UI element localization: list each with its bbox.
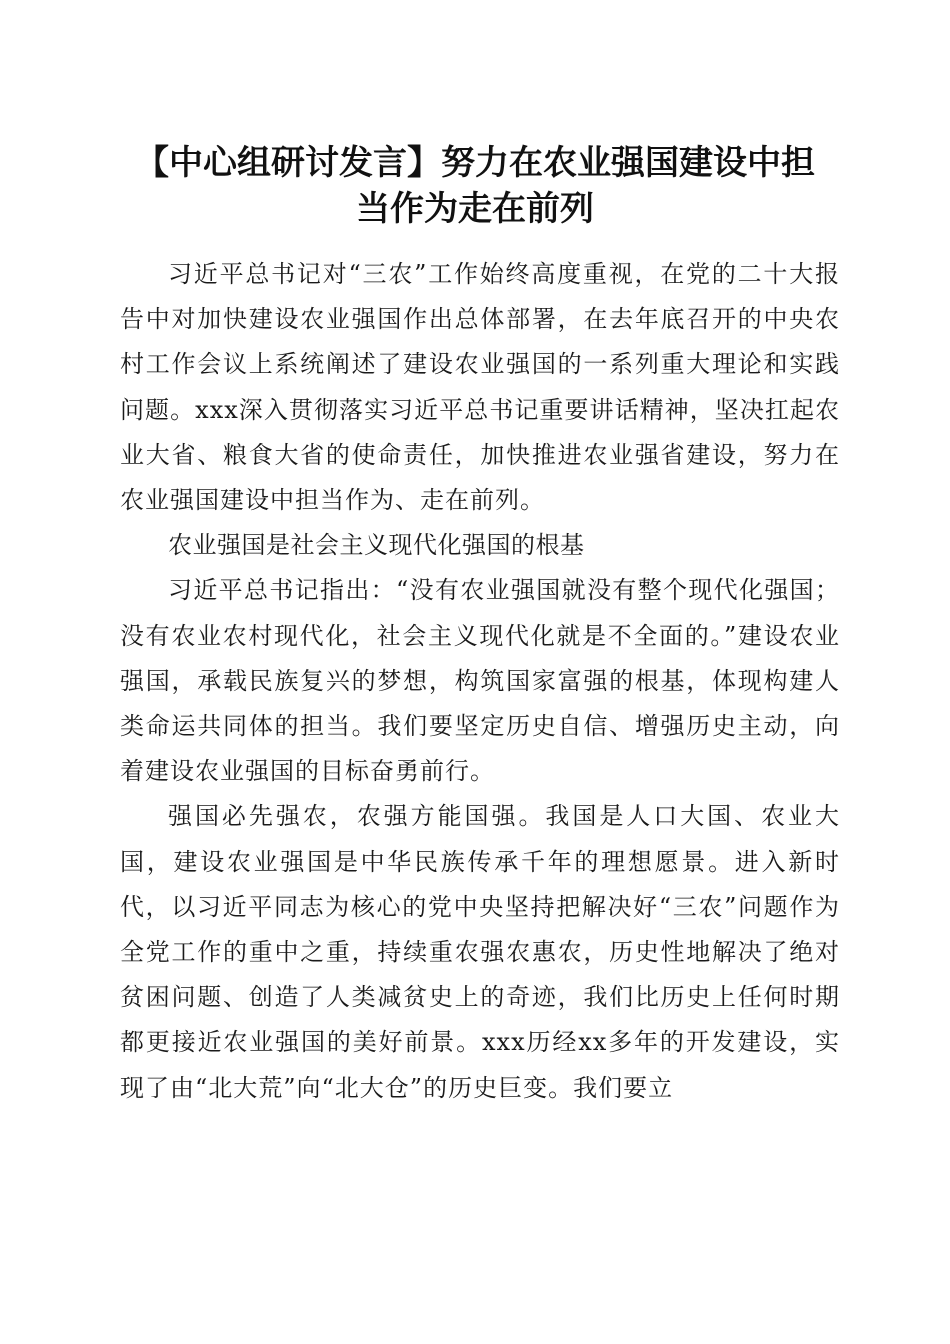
section-heading: 农业强国是社会主义现代化强国的根基 (168, 531, 585, 560)
title-line-1: 【中心组研讨发言】努力在农业强国建设中担 (135, 143, 815, 183)
document-title (110, 140, 840, 232)
paragraph-quote: 习近平总书记指出：“没有农业强国就没有整个现代化强国；没有农业农村现代化，社会主义现代化就是不全面的。”建设农业强国，承载民族复兴的梦想，构筑国家富强的根基，体现构建人类命运共同体的担当。我们要坚定历史自信、增强历史主动，向着建设农业强国的目标奋勇前行。 (120, 576, 840, 786)
paragraph-intro: 习近平总书记对“三农”工作始终高度重视，在党的二十大报告中对加快建设农业强国作出总体部署，在去年底召开的中央农村工作会议上系统阐述了建设农业强国的一系列重大理论和实践问题。xxx深入贯彻落实习近平总书记重要讲话精神，坚决扛起农业大省、粮食大省的使命责任，加快推进农业强省建设，努力在农业强国建设中担当作为、走在前列。 (120, 260, 840, 515)
document-body (120, 252, 840, 1111)
title-line-2: 当作为走在前列 (356, 189, 594, 229)
paragraph-strong-nation: 强国必先强农，农强方能国强。我国是人口大国、农业大国，建设农业强国是中华民族传承千年的理想愿景。进入新时代，以习近平同志为核心的党中央坚持把解决好“三农”问题作为全党工作的重中之重，持续重农强农惠农，历史性地解决了绝对贫困问题、创造了人类减贫史上的奇迹，我们比历史上任何时期都更接近农业强国的美好前景。xxx历经xx多年的开发建设，实现了由“北大荒”向“北大仓”的历史巨变。我们要立 (120, 802, 840, 1102)
